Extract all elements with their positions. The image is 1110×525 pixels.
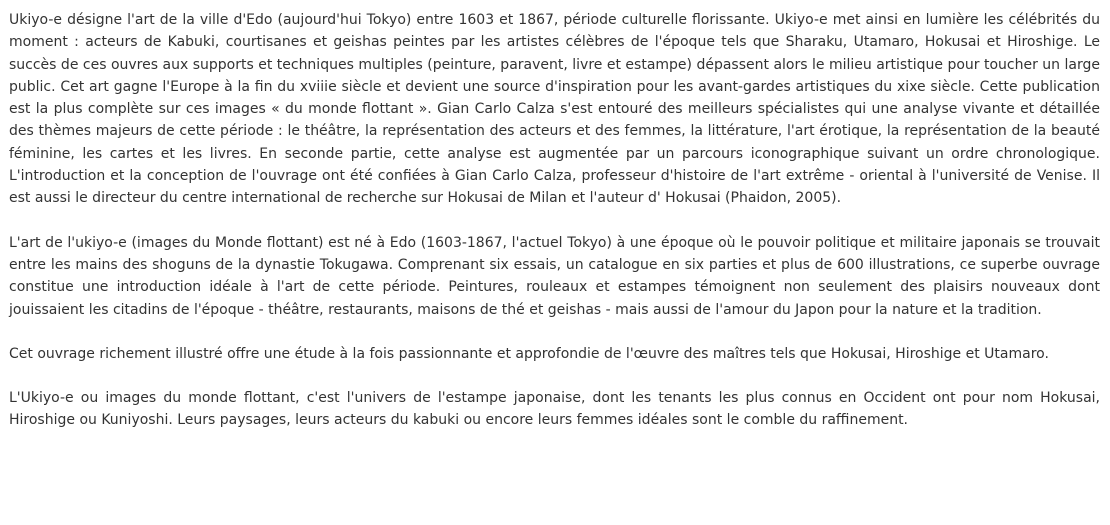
paragraph-ukiyoe-intro: Ukiyo-e désigne l'art de la ville d'Edo (aujourd'hui Tokyo) entre 1603 et 1867, période culturelle florissante. Ukiyo-e met ainsi en lumière les célébrités du moment : acteurs de Kabuki, courtisanes et geishas peintes par les artistes célèbres de l'époque tels que Sharaku, Utamaro, Hokusai et Hiroshige. Le succès de ces ouvres aux supports et techniques multiples (peinture, paravent, livre et estampe) dépassent alors le milieu artistique pour toucher un large public. Cet art gagne l'Europe à la fin du xviiie siècle et devient une source d'inspiration pour les avant-gardes artistiques du xixe siècle. Cette publication est la plus complète sur ces images « du monde flottant ». Gian Carlo Calza s'est entouré des meilleurs spécialistes qui une analyse vivante et détaillée des thèmes majeurs de cette période : le théâtre, la représentation des acteurs et des femmes, la littérature, l'art érotique, la représentation de la beauté féminine, les cartes et les livres. En seconde partie, cette analyse est augmentée par un parcours iconographique suivant un ordre chronologique. L'introduction et la conception de l'ouvrage ont été confiées à Gian Carlo Calza, professeur d'histoire de l'art extrême - oriental à l'université de Venise. Il est aussi le directeur du centre international de recherche sur Hokusai de Milan et l'auteur d' Hokusai (Phaidon, 2005). — [9, 12, 1100, 207]
paragraph-ukiyoe-edo: L'art de l'ukiyo-e (images du Monde flottant) est né à Edo (1603-1867, l'actuel Tokyo) à une époque où le pouvoir politique et militaire japonais se trouvait entre les mains des shoguns de la dynastie Tokugawa. Comprenant six essais, un catalogue en six parties et plus de 600 illustrations, ce superbe ouvrage constitue une introduction idéale à l'art de cette période. Peintures, rouleaux et estampes témoignent non seulement des plaisirs nouveaux dont jouissaient les citadins de l'époque - théâtre, restaurants, maisons de thé et geishas - mais aussi de l'amour du Japon pour la nature et la tradition. — [9, 234, 1100, 318]
paragraph-illustrated-study: Cet ouvrage richement illustré offre une étude à la fois passionnante et approfondie de l'œuvre des maîtres tels que Hokusai, Hiroshige et Utamaro. — [9, 345, 1049, 362]
paragraph-floating-world: L'Ukiyo-e ou images du monde flottant, c'est l'univers de l'estampe japonaise, dont les tenants les plus connus en Occident ont pour nom Hokusai, Hiroshige ou Kuniyoshi. Leurs paysages, leurs acteurs du kabuki ou encore leurs femmes idéales sont le comble du raffinement. — [9, 390, 1100, 429]
description-text-block — [9, 9, 1100, 432]
